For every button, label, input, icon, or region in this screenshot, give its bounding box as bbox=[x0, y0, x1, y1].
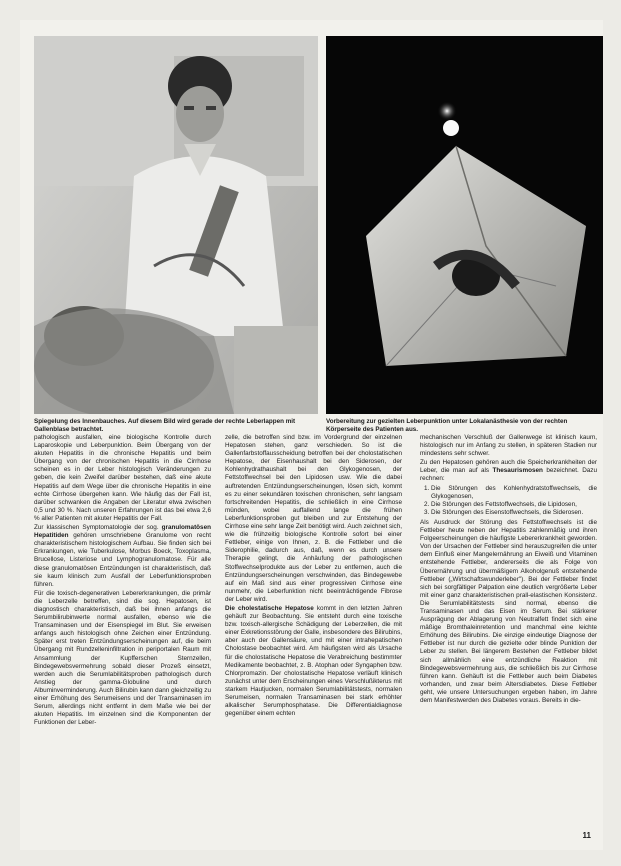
left-photo-caption: Spiegelung des Innenbauches. Auf diesem Bild wird gerade der rechte Leberlappen mit Gallenblase betrachtet. bbox=[34, 418, 296, 433]
list-item: 2. Die Störungen des Fettstoffwechsels, die Lipidosen, bbox=[431, 501, 597, 509]
laparoscopy-photo-image bbox=[34, 36, 318, 414]
laparoscopy-photo bbox=[34, 36, 318, 414]
subhead: Die cholestatische Hepatose bbox=[225, 604, 314, 612]
storage-disease-list bbox=[420, 485, 597, 517]
list-item: 3. Die Störungen des Eisenstoffwechsels, die Siderosen. bbox=[431, 509, 597, 517]
liver-puncture-photo-image bbox=[326, 36, 603, 414]
paragraph: Zu den Hepatosen gehören auch die Speicherkrankheiten der Leber, die man auf als Thesaurismosen bezeichnet. Dazu rechnen: bbox=[420, 459, 598, 483]
text-column-3 bbox=[420, 434, 597, 706]
subhead: granulomatösen Hepatitiden bbox=[34, 524, 211, 540]
text-column-2 bbox=[225, 434, 402, 719]
text-column-1 bbox=[34, 434, 211, 728]
list-item: 1. Die Störungen des Kohlenhydratstoffwechsels, die Glykogenosen, bbox=[431, 485, 597, 501]
paragraph: Als Ausdruck der Störung des Fettstoffwechsels ist die Fettleber heute neben der Hepatitis zahlenmäßig und ihren Folgeerscheinungen die häufigste Lebererkrankheit geworden. Von der Ursachen der Fettleber sind herauszugreifen die unter dem Einfluß einer Mangelernährung an Eiweiß und Vitaminen entstehende Fettleber, andererseits die als Folge von Überernährung und übermäßigem Alkoholgenuß entstehende Fettleber („Wirtschaftswunderleber"). Bei der Fettleber findet sich bei sorgfältiger Palpation eine deutlich vergrößerte Leber mit einer ganz charakteristischen prall-elastischen Konsistenz. Die Serumlabilitätstests sind normal, ebenso die Transaminasen und das Eisen im Serum. Bei stärkerer Ausprägung der Ablagerung von Neutralfett findet sich eine mäßige Bromthaleinretention und manchmal eine leichte Erhöhung des Bilirubins. Die einzige eindeutige Diagnose der Fettleber ist nur durch die gezielte oder blinde Punktion der Leber zu stellen. Bei längerem Bestehen der Fettleber bildet sich allmählich eine entzündliche Reaktion mit Bindegewebsvermehrung aus, die schließlich bis zur Cirrhose führen kann. Gehäuft ist die Fettleber auch beim Diabetes vorhanden, und zwar beim Altersdiabetes. Diese Fettleber geht, wie unsere Untersuchungen ergeben haben, im Jahre dem Manifestwerden des Diabetes voraus. Bereits in die- bbox=[420, 518, 597, 704]
page-number: 11 bbox=[582, 831, 591, 840]
paragraph: Zur klassischen Symptomatologie der sog. granulomatösen Hepatitiden gehören umschriebene Granulome von recht charakteristischem histologischem Aufbau. Sie finden sich bei Erkrankungen, wie Tuberkulose, Morbus Boeck, Toxoplasma, Brucellose, Listeriose und Lymphogranulomatose. Für alle diese granulomatösen Entzündungen ist charakteristisch, daß sie kaum klinisch zum Ausfall der Leberfunktionsproben führen. bbox=[34, 524, 211, 588]
subhead: Thesaurismosen bbox=[492, 467, 543, 475]
paragraph: zelle, die betroffen sind bzw. im Vordergrund der einzelnen Hepatosen stehen, ganz verschieden. So ist die Gallenfarbstoffausscheidung betroffen bei der cholostatischen Hepatose, der Eisenhaushalt bei den Siderosen, der Kohlenhydrathaushalt bei den Glykogenosen, der Fettstoffwechsel bei den Lipidosen usw. Wie die dabei auftretenden Entzündungserscheinungen, lösen sich, kommt es zu einer sekundären toxischen chronischen, sehr langsam fortschreitenden Hepatitis, die schließlich in eine Cirrhose münden, wobei auffallend lange die frühen Leberfunktionsproben gut bleiben und zur Entstehung der Cirrhose eine sehr lange Zeit benötigt wird. Auch zeichnet sich, wie die frühzeitig biologische Kontrolle sofort bei einer Fettleber, einige von Ihnen, z. B. die Fettleber und die Siderophilie, dadurch aus, daß, wenn es durch unsere Therapie gelingt, die Anhäufung der pathologischen Stoffwechselprodukte aus der Leber zu entfernen, auch die Entzündungserscheinungen verschwinden, das Bindegewebe auf ein Maß sind aus einer progressiven Cirrhose eine nunmehr, die Leberfunktion nicht beeinträchtigende Fibrose der Leber wird. bbox=[225, 434, 403, 603]
right-photo-caption: Vorbereitung zur gezielten Leberpunktion unter Lokalanästhesie von der rechten Körperseite des Patienten aus. bbox=[326, 418, 568, 433]
paragraph: Die cholestatische Hepatose kommt in den letzten Jahren gehäuft zur Beobachtung. Sie entsteht durch eine toxische bzw. toxisch-allergische Schädigung der Leberzellen, die mit einer Exkretionsstörung der Galle, insbesondere des Bilirubins, aber auch der Gallensäure, und mit einer intrahepatischen Cholostase beobachtet wird. Am häufigsten wird als Ursache für die cholostatische Hepatose die Verabreichung bestimmter Medikamente beobachtet, z. B. Atophan oder Syngaphen bzw. Chlorpromazin. Der cholostatische Hepatose verläuft klinisch zunächst unter dem Erscheinungen eines Verschlußikterus mit starkem Hautjucken, normalen Serumlabilitätstests, normalen Serumeisen, normalen Transaminasen bei stark erhöhter alkalischer Serumphosphatase. Die Differentialdiagnose gegenüber einem echten bbox=[225, 604, 403, 718]
paragraph: Für die toxisch-degenerativen Lebererkrankungen, die primär die Leberzelle betreffen, sind die sog. Hepatosen, ist diagnostisch charakteristisch, daß bei ihnen anfangs die Serumbilirubinwerte normal ausfallen, ebenso wie die Transaminasen und der Eisenspiegel im Blut. Sie erweisen anfangs auch histologisch ohne Zeichen einer Entzündung. Später erst treten Entzündungserscheinungen auf, die beim Übergang mit Rundzelleninfiltration in periportalen Raum mit Ansammlung der Kupfferschen Sternzellen, Bindegewebsvermehrung sobald dieser Prozeß einsetzt, werden auch die Serumlabilitätsproben pathologisch durch Anstieg der gamma-Globuline und durch Albuminverminderung. Auch Bilirubin kann dann gleichzeitig zu einer Erhöhung des Serumeisens und der Transaminasen im Serum, allerdings nicht entfernt in dem Maße wie bei der akuten Hepatitis. Im einzelnen sind die Komponenten der Funktionen der Leber- bbox=[34, 589, 211, 727]
paragraph: mechanischen Verschluß der Gallenwege ist klinisch kaum, histologisch nur im Anfang zu stellen, in späteren Stadien nur mindestens sehr schwer. bbox=[420, 434, 597, 458]
paragraph: pathologisch ausfallen, eine biologische Kontrolle durch Laparoskopie und Leberpunktion. Beim Übergang von der akuten Hepatitis in die chronische Hepatitis und beim Übergang von der chronischen Hepatitis in die Cirrhose scheinen es in der Leber histologisch Veränderungen zu geben, die kein Zweifel darüber bestehen, daß eine akute Hepatitis auf dem Wege über die chronische Hepatitis in eine echte Cirrhose übergehen kann. Wie häufig das der Fall ist, darüber schwanken die Angaben der Literatur etwa zwischen 0,5 und 30 %. Nach unseren Erfahrungen ist das bei etwa 2,6 % aller Patienten mit akuter Hepatitis der Fall. bbox=[34, 434, 211, 522]
magazine-page bbox=[20, 20, 603, 850]
liver-puncture-photo bbox=[326, 36, 603, 414]
